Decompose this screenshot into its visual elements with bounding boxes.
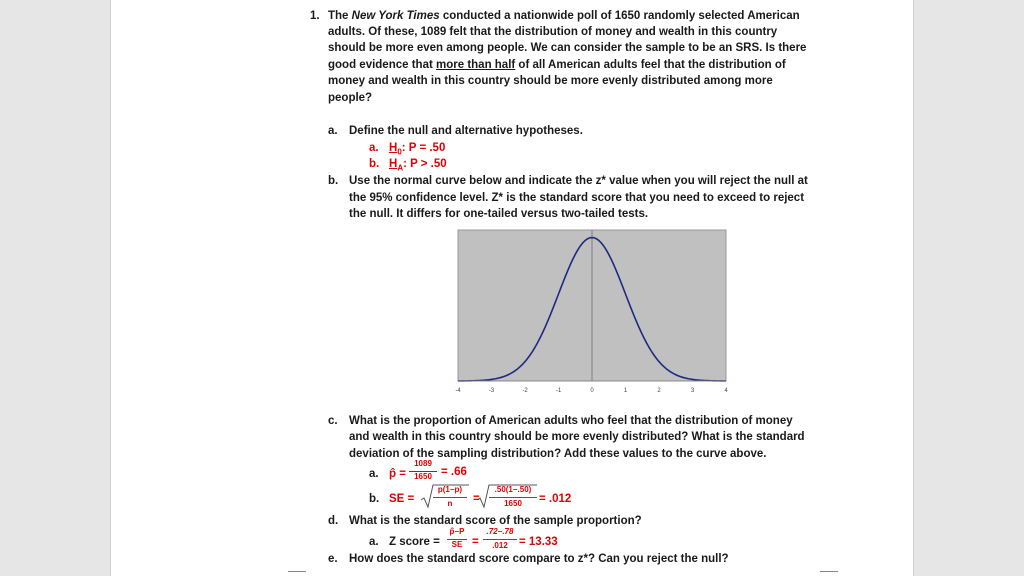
page-corner-mark-right (820, 571, 838, 576)
part-e-text: How does the standard score compare to z*? Can you reject the null? (349, 553, 729, 565)
ha-letter: b. (369, 158, 380, 170)
se-letter: b. (369, 493, 380, 505)
part-a-text: Define the null and alternative hypotheses. (349, 125, 583, 137)
part-c-line-1: What is the proportion of American adults who feel that the distribution of money (349, 415, 793, 427)
se-result: = .012 (539, 493, 572, 505)
part-c-letter: c. (328, 415, 338, 427)
normal-curve-chart (456, 228, 850, 406)
se-label: SE = (389, 493, 415, 505)
z-equals: = (472, 536, 479, 548)
se-denominator-formula: n (447, 499, 453, 508)
z-fraction-bar-2 (483, 539, 517, 540)
z-numerator-value: .72−.78 (486, 527, 514, 536)
question-line-6: people? (328, 92, 373, 104)
null-hypothesis: $H_0$: P = .50 (389, 142, 446, 157)
phat-letter: a. (369, 468, 379, 480)
part-d-text: What is the standard score of the sample proportion? (349, 515, 642, 527)
question-line-5: money and wealth in this country should be more evenly distributed among more (328, 75, 773, 87)
se-fraction-bar-1 (433, 497, 467, 498)
x-tick-label: 1 (623, 388, 628, 394)
se-fraction-bar-2 (489, 497, 537, 498)
part-a-letter: a. (328, 125, 338, 137)
se-numerator-value: .50(1−.50) (494, 485, 532, 494)
z-result: = 13.33 (519, 536, 558, 548)
x-tick-label: 4 (724, 388, 728, 394)
phat-symbol: p̂ = (389, 468, 406, 480)
z-numerator-formula: p̂−P (449, 527, 465, 536)
part-b-letter: b. (328, 175, 339, 187)
part-b-line-2: the 95% confidence level. Z* is the standard score that you need to exceed to reject (349, 192, 805, 204)
h0-letter: a. (369, 142, 379, 154)
alternative-hypothesis: $H_A$: P > .50 (389, 158, 447, 173)
question-line-3: should be more even among people. We can consider the sample to be an SRS. Is there (328, 42, 807, 54)
question-line-4: good evidence that more than half of all American adults feel that the distribution of (328, 59, 786, 71)
phat-denominator: 1650 (414, 472, 432, 481)
x-tick-label: -3 (488, 388, 495, 394)
page-corner-mark-left (288, 571, 306, 576)
part-c-line-3: deviation of the sampling distribution? Add these values to the curve above. (349, 448, 767, 460)
part-b-line-3: the null. It differs for one-tailed versus two-tailed tests. (349, 208, 649, 220)
z-denominator-value: .012 (492, 541, 508, 550)
part-c-line-2: and wealth in this country should be more evenly distributed? What is the standard (349, 431, 805, 443)
z-denominator-formula: SE (451, 540, 463, 549)
x-tick-label: -4 (455, 388, 461, 394)
x-tick-label: -1 (555, 388, 562, 394)
question-line-1: The New York Times conducted a nationwide poll of 1650 randomly selected American (328, 10, 800, 22)
x-tick-label: 3 (690, 388, 695, 394)
phat-result: = .66 (441, 466, 467, 478)
part-b-line-1: Use the normal curve below and indicate the z* value when you will reject the null at (349, 175, 808, 187)
se-denominator-value: 1650 (504, 499, 522, 508)
part-d-letter: d. (328, 515, 339, 527)
se-equals: = (473, 493, 480, 505)
x-tick-label: 0 (590, 388, 594, 394)
x-tick-label: 2 (657, 388, 661, 394)
x-tick-label: -2 (522, 388, 528, 394)
question-line-2: adults. Of these, 1089 felt that the distribution of money and wealth in this country (328, 26, 778, 38)
se-numerator-formula: p(1−p) (437, 485, 463, 494)
z-letter: a. (369, 536, 379, 548)
document-page (110, 0, 914, 576)
part-e-letter: e. (328, 553, 338, 565)
question-number: 1. (310, 10, 320, 22)
phat-numerator: 1089 (414, 459, 432, 468)
z-label: Z score = (389, 536, 440, 548)
